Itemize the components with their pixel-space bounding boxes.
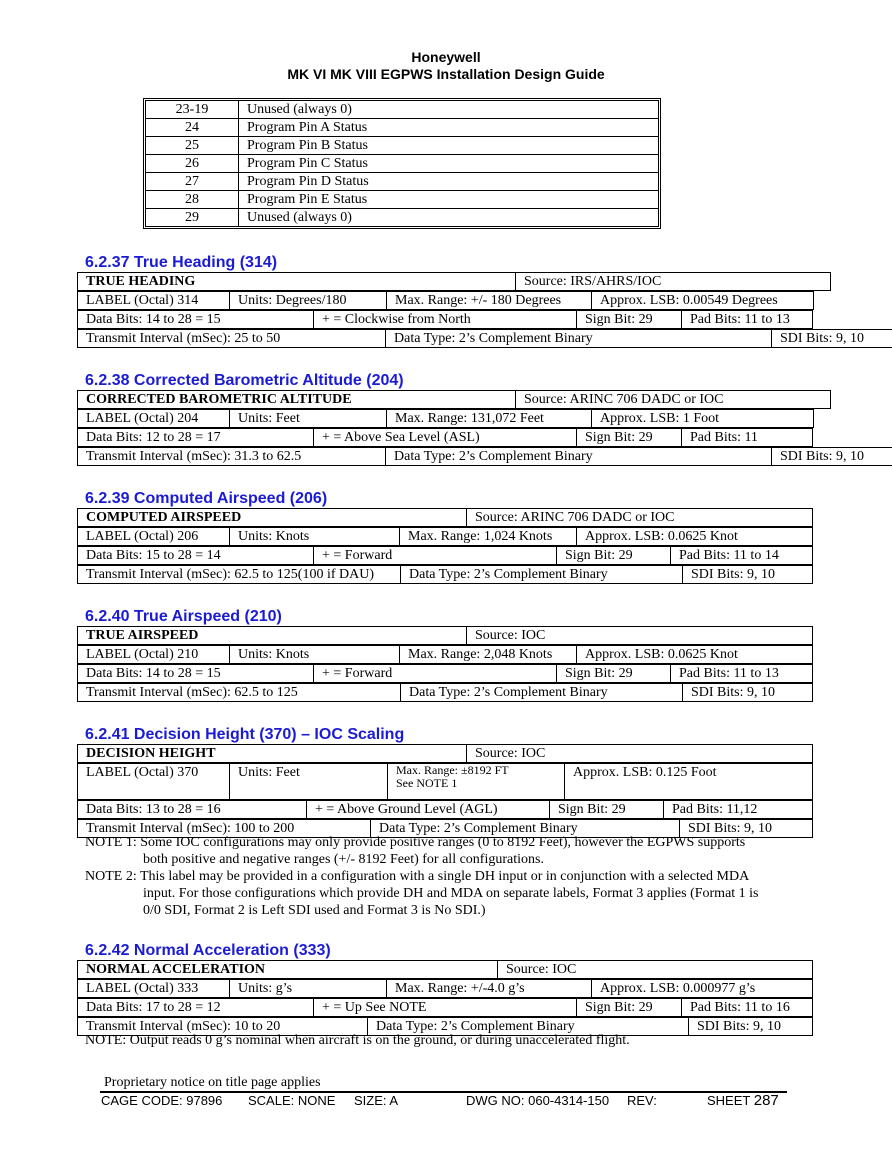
bit-description: Program Pin A Status [239,119,659,137]
bit-number: 27 [146,173,239,191]
label-definition-table [77,390,865,466]
bit-description: Program Pin B Status [239,137,659,155]
note-line: NOTE 2: This label may be provided in a configuration with a single DH input or in conjunction with a selected MDA [85,869,750,884]
transmit-interval: Transmit Interval (mSec): 62.5 to 125(100 if DAU) [78,566,401,584]
source: Source: IOC [467,627,813,645]
note-line: 0/0 SDI, Format 2 is Left SDI used and Format 3 is No SDI.) [143,903,486,918]
sign-bit: Sign Bit: 29 [557,547,671,565]
bit-description: Program Pin D Status [239,173,659,191]
units: Units: Feet [230,764,388,800]
sdi-bits: SDI Bits: 9, 10 [683,566,813,584]
sign-bit: Sign Bit: 29 [577,429,682,447]
label-name: COMPUTED AIRSPEED [78,509,467,527]
label-name: NORMAL ACCELERATION [78,961,498,979]
data-type: Data Type: 2’s Complement Binary [371,820,680,838]
pad-bits: Pad Bits: 11 [682,429,813,447]
label-octal: LABEL (Octal) 210 [78,646,230,664]
section-heading: 6.2.42 Normal Acceleration (333) [85,942,331,959]
sign-bit: Sign Bit: 29 [557,665,671,683]
label-definition-table [77,626,812,702]
approx-lsb: Approx. LSB: 1 Foot [592,410,814,428]
section-notes [85,1032,630,1049]
positive-sense: + = Forward [314,665,557,683]
transmit-interval: Transmit Interval (mSec): 31.3 to 62.5 [78,448,386,466]
range-note: See NOTE 1 [396,776,458,790]
positive-sense: + = Up See NOTE [314,999,577,1017]
transmit-interval: Transmit Interval (mSec): 10 to 20 [78,1018,368,1036]
approx-lsb: Approx. LSB: 0.125 Foot [565,764,813,800]
approx-lsb: Approx. LSB: 0.00549 Degrees [592,292,814,310]
data-type: Data Type: 2’s Complement Binary [401,566,683,584]
label-name: TRUE HEADING [78,273,516,291]
sdi-bits: SDI Bits: 9, 10 [689,1018,813,1036]
note-line: input. For those configurations which provide DH and MDA on separate labels, Format 3 applies (Format 1 is [143,886,759,901]
source: Source: ARINC 706 DADC or IOC [516,391,831,409]
section-heading: 6.2.37 True Heading (314) [85,254,278,271]
label-name: TRUE AIRSPEED [78,627,467,645]
bit-row [146,137,659,155]
transmit-interval: Transmit Interval (mSec): 25 to 50 [78,330,386,348]
units: Units: Knots [230,646,400,664]
company-name: Honeywell [411,49,481,65]
bit-description: Program Pin C Status [239,155,659,173]
section-notes [85,834,759,919]
pad-bits: Pad Bits: 11 to 14 [671,547,813,565]
document-title: MK VI MK VIII EGPWS Installation Design Guide [287,66,605,82]
label-name: DECISION HEIGHT [78,745,467,763]
positive-sense: + = Above Ground Level (AGL) [307,801,550,819]
source: Source: IRS/AHRS/IOC [516,273,831,291]
note-line: NOTE: Output reads 0 g’s nominal when aircraft is on the ground, or during unaccelerated flight. [85,1033,630,1048]
data-type: Data Type: 2’s Complement Binary [386,448,772,466]
data-bits: Data Bits: 14 to 28 = 15 [78,665,314,683]
data-bits: Data Bits: 12 to 28 = 17 [78,429,314,447]
approx-lsb: Approx. LSB: 0.0625 Knot [577,646,813,664]
max-range: Max. Range: +/- 180 Degrees [387,292,592,310]
positive-sense: + = Above Sea Level (ASL) [314,429,577,447]
note-line: both positive and negative ranges (+/- 8192 Feet) for all configurations. [143,852,544,867]
section-heading: 6.2.39 Computed Airspeed (206) [85,490,328,507]
units: Units: Feet [230,410,387,428]
source: Source: ARINC 706 DADC or IOC [467,509,813,527]
section-heading: 6.2.38 Corrected Barometric Altitude (204) [85,372,404,389]
bit-number: 28 [146,191,239,209]
data-bits: Data Bits: 15 to 28 = 14 [78,547,314,565]
label-name: CORRECTED BAROMETRIC ALTITUDE [78,391,516,409]
bit-row [146,101,659,119]
data-bits: Data Bits: 13 to 28 = 16 [78,801,307,819]
bit-number: 25 [146,137,239,155]
data-type: Data Type: 2’s Complement Binary [401,684,683,702]
label-definition-table [77,960,812,1036]
source: Source: IOC [498,961,813,979]
section-heading: 6.2.40 True Airspeed (210) [85,608,282,625]
bit-row [146,119,659,137]
bit-number: 29 [146,209,239,227]
label-definition-table [77,272,865,348]
bit-description: Unused (always 0) [239,209,659,227]
transmit-interval: Transmit Interval (mSec): 62.5 to 125 [78,684,401,702]
data-type: Data Type: 2’s Complement Binary [368,1018,689,1036]
data-bits: Data Bits: 17 to 28 = 12 [78,999,314,1017]
pad-bits: Pad Bits: 11 to 13 [682,311,813,329]
bit-row [146,209,659,227]
units: Units: Degrees/180 [230,292,387,310]
section-heading: 6.2.41 Decision Height (370) – IOC Scaling [85,726,405,743]
sign-bit: Sign Bit: 29 [577,311,682,329]
sign-bit: Sign Bit: 29 [577,999,682,1017]
bit-row [146,173,659,191]
label-octal: LABEL (Octal) 204 [78,410,230,428]
sheet-value: 287 [753,1092,779,1109]
max-range [388,764,565,800]
positive-sense: + = Clockwise from North [314,311,577,329]
label-definition-table [77,508,812,584]
bit-number: 26 [146,155,239,173]
scale: SCALE: NONE [248,1093,336,1108]
sheet-label: SHEET [707,1093,751,1108]
bit-row [146,155,659,173]
data-bits: Data Bits: 14 to 28 = 15 [78,311,314,329]
sdi-bits: SDI Bits: 9, 10 [772,330,892,348]
label-octal: LABEL (Octal) 333 [78,980,230,998]
cage-code: CAGE CODE: 97896 [101,1093,223,1108]
source: Source: IOC [467,745,813,763]
label-octal: LABEL (Octal) 314 [78,292,230,310]
bit-description: Program Pin E Status [239,191,659,209]
data-type: Data Type: 2’s Complement Binary [386,330,772,348]
max-range: Max. Range: 2,048 Knots [400,646,577,664]
sheet-number [707,1093,779,1109]
transmit-interval: Transmit Interval (mSec): 100 to 200 [78,820,371,838]
proprietary-notice: Proprietary notice on title page applies [104,1075,321,1090]
units: Units: g’s [230,980,387,998]
sdi-bits: SDI Bits: 9, 10 [683,684,813,702]
max-range-value: Max. Range: ±8192 FT [396,763,509,777]
label-octal: LABEL (Octal) 206 [78,528,230,546]
pad-bits: Pad Bits: 11 to 16 [682,999,813,1017]
bit-description: Unused (always 0) [239,101,659,119]
drawing-number: DWG NO: 060-4314-150 [466,1093,610,1108]
pad-bits: Pad Bits: 11 to 13 [671,665,813,683]
size: SIZE: A [354,1093,399,1108]
approx-lsb: Approx. LSB: 0.000977 g’s [592,980,813,998]
max-range: Max. Range: 1,024 Knots [400,528,577,546]
bit-number: 23-19 [146,101,239,119]
bit-row [146,191,659,209]
pad-bits: Pad Bits: 11,12 [664,801,813,819]
label-definition-table [77,744,812,838]
note-line: NOTE 1: Some IOC configurations may only provide positive ranges (0 to 8192 Feet), however the EGPWS supports [85,835,746,850]
label-octal: LABEL (Octal) 370 [78,764,230,800]
sign-bit: Sign Bit: 29 [550,801,664,819]
max-range: Max. Range: +/-4.0 g’s [387,980,592,998]
bit-status-table [143,98,661,229]
approx-lsb: Approx. LSB: 0.0625 Knot [577,528,813,546]
sdi-bits: SDI Bits: 9, 10 [772,448,892,466]
positive-sense: + = Forward [314,547,557,565]
sdi-bits: SDI Bits: 9, 10 [680,820,813,838]
units: Units: Knots [230,528,400,546]
revision: REV: [627,1093,657,1108]
bit-number: 24 [146,119,239,137]
max-range: Max. Range: 131,072 Feet [387,410,592,428]
